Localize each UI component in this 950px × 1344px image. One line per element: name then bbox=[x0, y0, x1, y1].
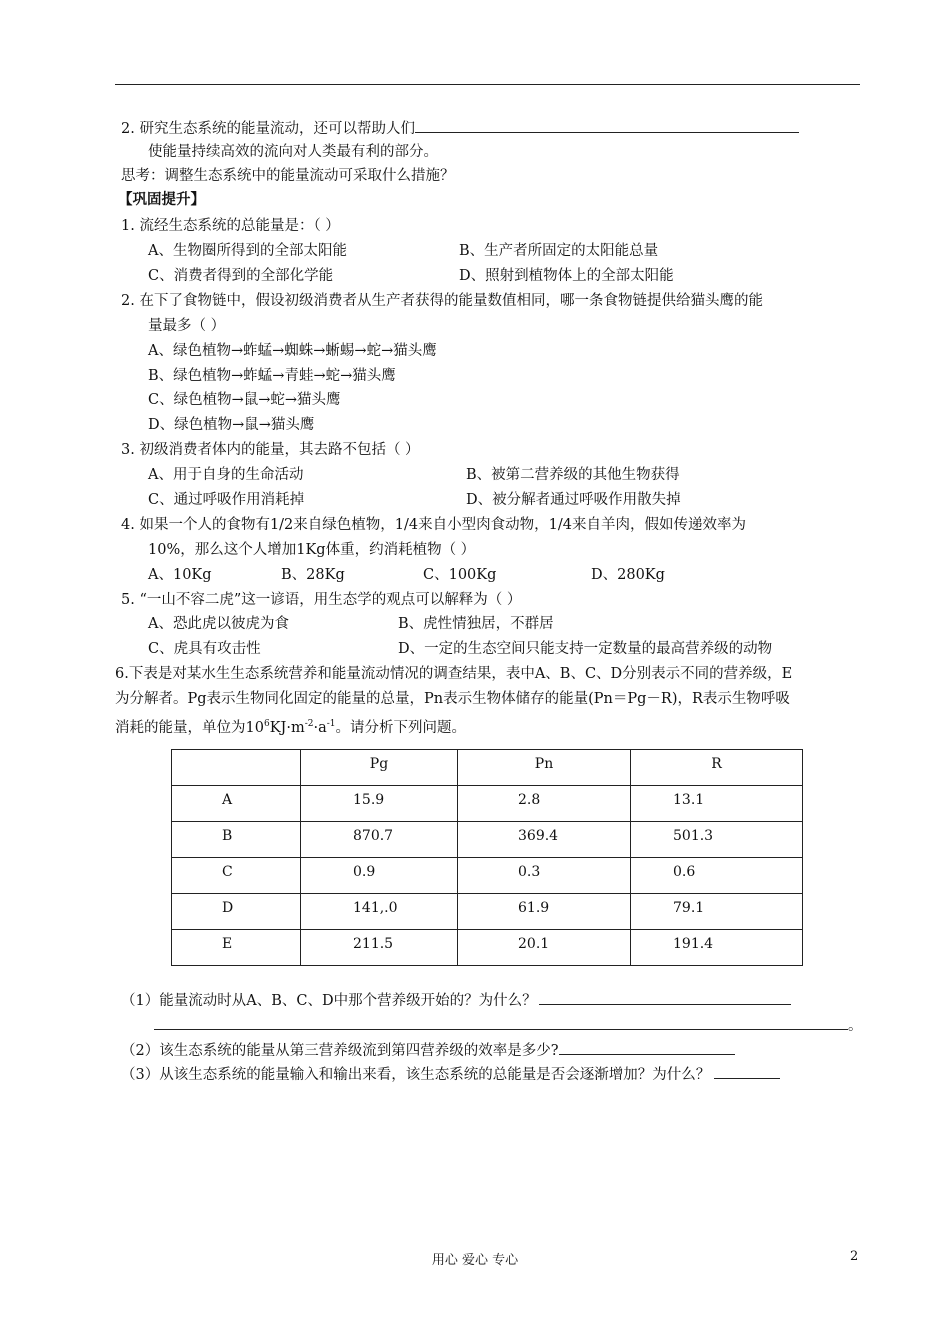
item2-line2: 使能量持续高效的流向对人类最有利的部分。 bbox=[148, 144, 438, 160]
q3-option-d: D、被分解者通过呼吸作用散失掉 bbox=[466, 492, 681, 508]
q4-option-b: B、28Kg bbox=[281, 567, 345, 583]
q4-option-c: C、100Kg bbox=[423, 567, 497, 583]
q2-option-b: B、绿色植物→蚱蜢→青蛙→蛇→猫头鹰 bbox=[148, 368, 396, 384]
footer-motto: 用心 爱心 专心 bbox=[431, 1253, 519, 1268]
table-cell: E bbox=[172, 930, 301, 966]
q5-option-b: B、虎性情独居，不群居 bbox=[398, 616, 554, 632]
q4-option-a: A、10Kg bbox=[148, 567, 212, 583]
table-row bbox=[172, 930, 803, 966]
answer-blank[interactable] bbox=[415, 117, 799, 133]
table-row bbox=[172, 858, 803, 894]
table-cell: 79.1 bbox=[631, 894, 803, 930]
table-cell: B bbox=[172, 822, 301, 858]
table-row bbox=[172, 894, 803, 930]
q4-option-d: D、280Kg bbox=[591, 567, 665, 583]
page-number: 2 bbox=[850, 1249, 859, 1264]
subq-1: （1）能量流动时从A、B、C、D中那个营养级开始的？为什么？ bbox=[121, 989, 791, 1011]
answer-blank[interactable] bbox=[559, 1039, 735, 1055]
table-cell: A bbox=[172, 786, 301, 822]
q2-option-c: C、绿色植物→鼠→蛇→猫头鹰 bbox=[148, 392, 341, 408]
q5-stem: 5. “一山不容二虎”这一谚语，用生态学的观点可以解释为（ ） bbox=[121, 592, 522, 608]
answer-blank[interactable] bbox=[539, 989, 791, 1005]
table-row bbox=[172, 822, 803, 858]
q4-stem-1: 4. 如果一个人的食物有1/2来自绿色植物，1/4来自小型肉食动物，1/4来自羊肉，假如传递效率为 bbox=[121, 517, 746, 533]
table-cell: 191.4 bbox=[631, 930, 803, 966]
table-row bbox=[172, 786, 803, 822]
subq-3: （3）从该生态系统的能量输入和输出来看，该生态系统的总能量是否会逐渐增加？为什么？ bbox=[121, 1063, 780, 1085]
q1-stem: 1. 流经生态系统的总能量是：（ ） bbox=[121, 218, 340, 234]
q1-option-d: D、照射到植物体上的全部太阳能 bbox=[459, 268, 674, 284]
table-cell: C bbox=[172, 858, 301, 894]
table-cell: 61.9 bbox=[458, 894, 631, 930]
table-cell: 369.4 bbox=[458, 822, 631, 858]
table-cell: 13.1 bbox=[631, 786, 803, 822]
table-header: Pg bbox=[301, 750, 458, 786]
table-cell: 211.5 bbox=[301, 930, 458, 966]
q2-option-d: D、绿色植物→鼠→猫头鹰 bbox=[148, 417, 315, 433]
subq-2: （2）该生态系统的能量从第三营养级流到第四营养级的效率是多少? bbox=[121, 1039, 735, 1061]
table-cell: 15.9 bbox=[301, 786, 458, 822]
q6-line1: 6.下表是对某水生生态系统营养和能量流动情况的调查结果，表中A、B、C、D分别表示不同的营养级，E bbox=[115, 666, 793, 682]
consolidate-title: 【巩固提升】 bbox=[118, 192, 205, 208]
subq-1-continuation: 。 bbox=[154, 1014, 863, 1036]
q3-option-b: B、被第二营养级的其他生物获得 bbox=[466, 467, 680, 483]
q3-option-a: A、用于自身的生命活动 bbox=[148, 467, 304, 483]
q1-option-a: A、生物圈所得到的全部太阳能 bbox=[148, 243, 347, 259]
q2-stem-2: 量最多（ ） bbox=[148, 318, 226, 334]
energy-flow-table bbox=[171, 749, 803, 966]
q1-option-c: C、消费者得到的全部化学能 bbox=[148, 268, 334, 284]
table-header-row bbox=[172, 750, 803, 786]
table-cell: D bbox=[172, 894, 301, 930]
q2-option-a: A、绿色植物→蚱蜢→蜘蛛→蜥蜴→蛇→猫头鹰 bbox=[148, 343, 437, 359]
table-cell: 0.3 bbox=[458, 858, 631, 894]
answer-blank[interactable] bbox=[714, 1063, 780, 1079]
table-cell: 2.8 bbox=[458, 786, 631, 822]
header-rule bbox=[115, 84, 860, 85]
table-cell: 0.9 bbox=[301, 858, 458, 894]
table-header: R bbox=[631, 750, 803, 786]
table-cell: 501.3 bbox=[631, 822, 803, 858]
q6-line3: 消耗的能量，单位为$10^6KJ\cdot m^{-2}\cdot a^{-1}$。请分析下列问题。 bbox=[115, 719, 467, 736]
table-header: Pn bbox=[458, 750, 631, 786]
table-cell: 141,.0 bbox=[301, 894, 458, 930]
q3-stem: 3. 初级消费者体内的能量，其去路不包括（ ） bbox=[121, 442, 420, 458]
item2-line1: 2. 研究生态系统的能量流动，还可以帮助人们 bbox=[121, 117, 799, 139]
think-prompt: 思考：调整生态系统中的能量流动可采取什么措施？ bbox=[121, 168, 455, 184]
q6-line2: 为分解者。Pg表示生物同化固定的能量的总量，Pn表示生物体储存的能量(Pn＝Pg－R)，R表示生物呼吸 bbox=[115, 691, 790, 707]
q1-option-b: B、生产者所固定的太阳能总量 bbox=[459, 243, 659, 259]
table-cell: 20.1 bbox=[458, 930, 631, 966]
q3-option-c: C、通过呼吸作用消耗掉 bbox=[148, 492, 305, 508]
table-header bbox=[172, 750, 301, 786]
table-cell: 870.7 bbox=[301, 822, 458, 858]
q4-stem-2: 10%，那么这个人增加1Kg体重，约消耗植物（ ） bbox=[148, 542, 476, 558]
table-cell: 0.6 bbox=[631, 858, 803, 894]
q5-option-a: A、恐此虎以彼虎为食 bbox=[148, 616, 289, 632]
q5-option-d: D、一定的生态空间只能支持一定数量的最高营养级的动物 bbox=[398, 641, 773, 657]
q2-stem-1: 2. 在下了食物链中，假设初级消费者从生产者获得的能量数值相同，哪一条食物链提供给猫头鹰的能 bbox=[121, 293, 763, 309]
answer-blank[interactable] bbox=[154, 1014, 848, 1030]
q5-option-c: C、虎具有攻击性 bbox=[148, 641, 261, 657]
